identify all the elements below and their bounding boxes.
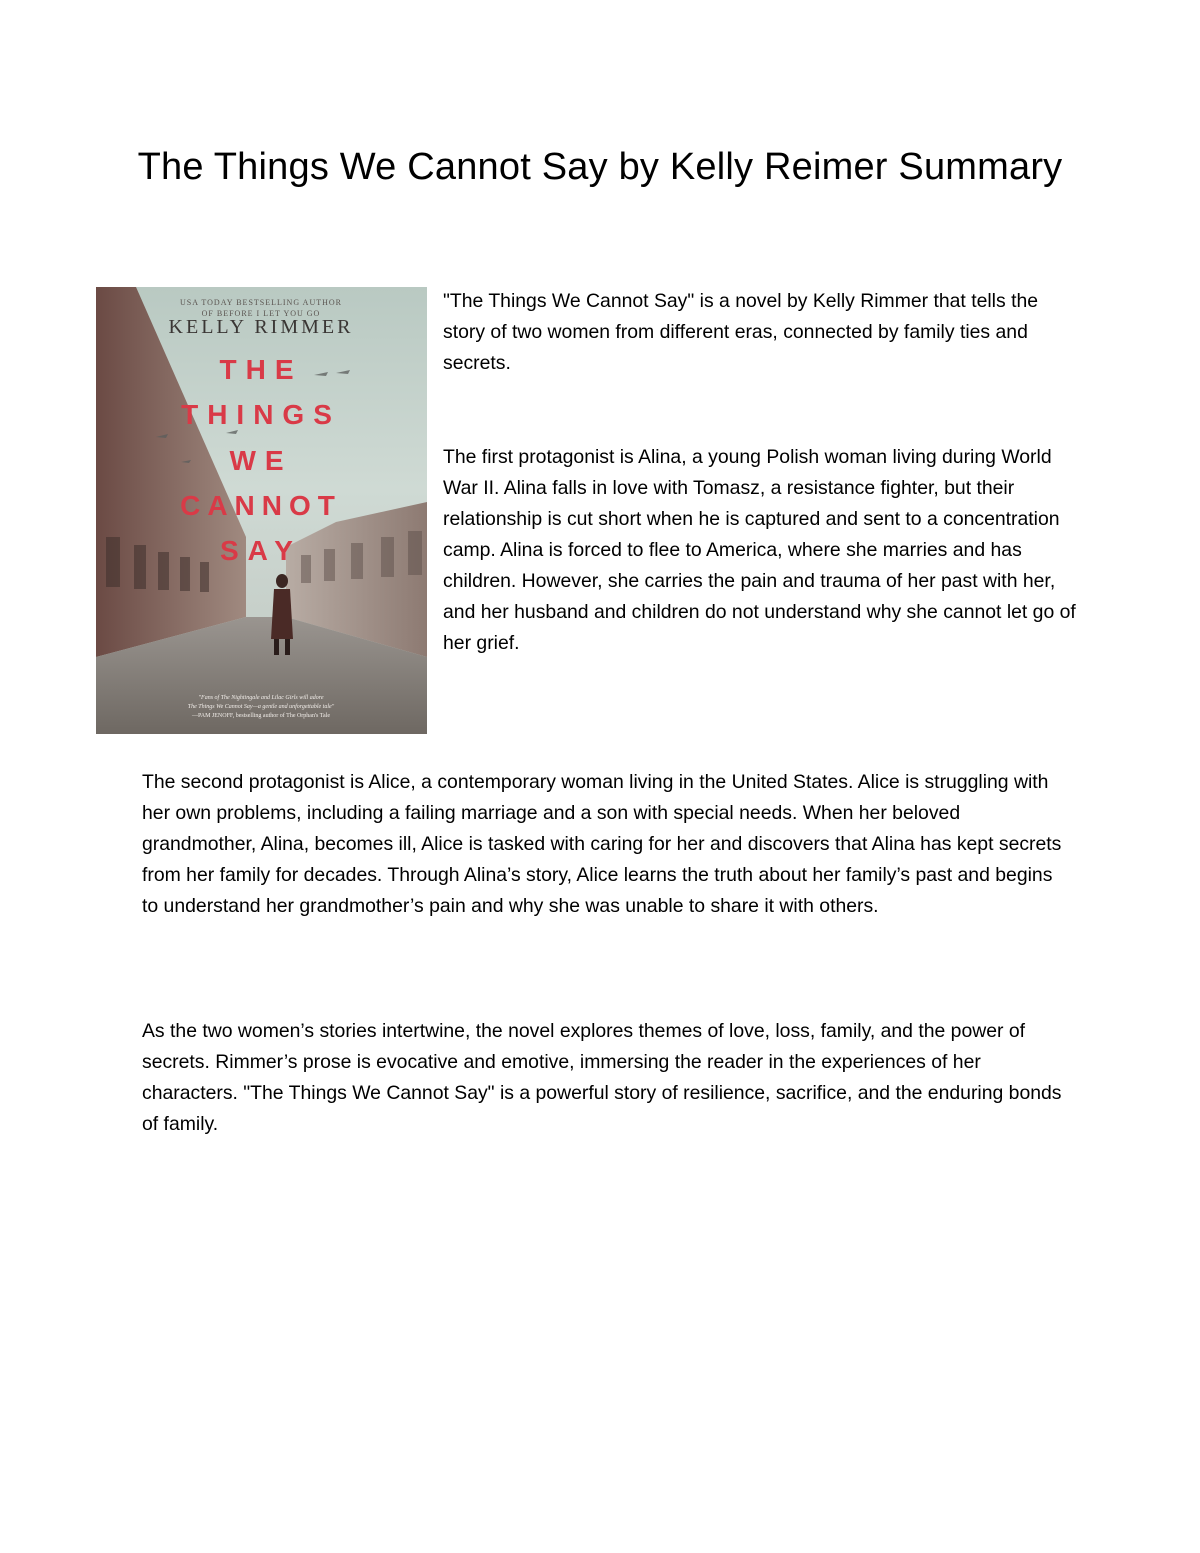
- themes-paragraph: As the two women’s stories intertwine, the novel explores themes of love, loss, family, and the power of secrets. Rimmer’s prose is evocative and emotive, immersing the reader in the experiences of her characters. "The Things We Cannot Say" is a powerful story of resilience, sacrifice, and the enduring bonds of family.: [142, 1020, 1062, 1135]
- cover-title-line-2: THINGS: [181, 399, 341, 430]
- cover-quote-3: —PAM JENOFF, bestselling author of The Orphan's Tale: [191, 713, 331, 719]
- page-title: The Things We Cannot Say by Kelly Reimer Summary: [137, 146, 1063, 188]
- cover-quote-1: "Fans of The Nightingale and Lilac Girls will adore: [198, 695, 324, 701]
- cover-title-line-4: CANNOT: [180, 490, 342, 521]
- cover-tagline-1: USA TODAY BESTSELLING AUTHOR: [179, 298, 343, 307]
- cover-author: KELLY RIMMER: [168, 316, 354, 338]
- book-cover-image: [96, 287, 427, 734]
- cover-title-line-3: WE: [229, 445, 293, 476]
- alice-paragraph: The second protagonist is Alice, a contemporary woman living in the United States. Alice is struggling with her own problems, including a failing marriage and a son with special needs. When her beloved grandmother, Alina, becomes ill, Alice is tasked with caring for her and discovers that Alina has kept secrets from her family for decades. Through Alina’s story, Alice learns the truth about her family’s past and begins to understand her grandmother’s pain and why she was unable to share it with others.: [142, 771, 1062, 917]
- alina-paragraph: The first protagonist is Alina, a young Polish woman living during World War II. Alina falls in love with Tomasz, a resistance fighter, but their relationship is cut short when he is captured and sent to a concentration camp. Alina is forced to flee to America, where she marries and has children. However, she carries the pain and trauma of her past with her, and her husband and children do not understand why she cannot let go of her grief.: [443, 446, 1076, 654]
- intro-paragraph: "The Things We Cannot Say" is a novel by Kelly Rimmer that tells the story of two women from different eras, connected by family ties and secrets.: [443, 290, 1039, 374]
- cover-quote-2: The Things We Cannot Say—a gentle and unforgettable tale": [187, 704, 335, 710]
- cover-title-line-5: SAY: [219, 535, 303, 566]
- cover-tagline-2: OF BEFORE I LET YOU GO: [201, 309, 321, 318]
- cover-title-line-1: THE: [219, 354, 303, 385]
